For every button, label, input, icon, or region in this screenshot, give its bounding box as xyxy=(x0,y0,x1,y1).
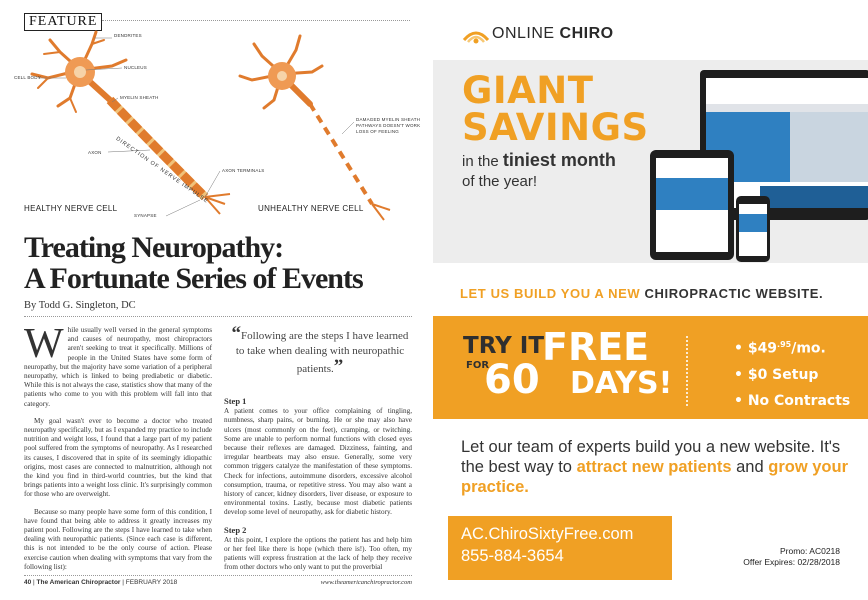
pull-quote-text: Following are the steps I have learned to take when dealing with neuropathic patients. xyxy=(235,330,409,375)
article-column-2 xyxy=(224,397,412,581)
issue-date: FEBRUARY 2018 xyxy=(125,579,178,586)
bullet-setup: • $0 Setup xyxy=(734,366,819,383)
giant-line-1: GIANT xyxy=(462,69,594,112)
giant-line-2: SAVINGS xyxy=(462,106,649,149)
headline-line-1: Treating Neuropathy: xyxy=(24,231,284,264)
paragraph-2: My goal wasn't ever to become a doctor who treated neuropathy specifically, but as I expanded my practice to include nutrition and weight loss, I found that a large part of my patient pool suffered from the symptoms of neuropathy. As I researched its causes, I discovered that in spite of its seemingly idiopathic origins, most cases are connected to malnutrition, although not the kind you find in third-world countries, but the kind that brings patients into a weight loss clinic. It's surprisingly common for those who are overweight. xyxy=(24,416,212,499)
promo-details xyxy=(700,546,840,568)
label-axon: AXON xyxy=(88,150,102,155)
bullet-contracts: • No Contracts xyxy=(734,392,851,409)
nucleus-shape xyxy=(74,66,86,78)
cta-phone-number[interactable]: 855-884-3654 xyxy=(461,547,564,565)
close-quote-icon: ” xyxy=(333,356,344,377)
expires-line: Offer Expires: 02/28/2018 xyxy=(743,557,840,567)
paragraph-3: Because so many people have some form of this condition, I have found that being able to address it greatly increases my patient pool. Following are the steps I have learned to take when dealing with neuropathic patients. (Since each case is different, this is not intended to be the only course of action. Please exercise caution when dealing with symptoms that vary from the following list): xyxy=(24,507,212,571)
build-website-heading xyxy=(460,286,823,301)
promo-line: Promo: AC0218 xyxy=(779,546,840,556)
footer-rule xyxy=(24,575,412,576)
header-rule xyxy=(102,20,410,21)
offer-days: DAYS! xyxy=(570,366,673,401)
step-2-heading: Step 2 xyxy=(224,524,247,535)
logo-text-bold: CHIRO xyxy=(559,25,614,42)
label-damaged-1: DAMAGED MYELIN SHEATH xyxy=(356,117,421,122)
giant-savings-heading xyxy=(462,69,649,149)
article-column-1 xyxy=(24,321,212,580)
neuron-figure xyxy=(0,22,415,227)
tagline-post: of the year! xyxy=(462,173,538,190)
label-cell-body: CELL BODY xyxy=(14,75,41,80)
label-nucleus: NUCLEUS xyxy=(124,65,147,70)
offer-try-it: TRY IT xyxy=(463,333,545,359)
letus-orange: LET US BUILD YOU A NEW xyxy=(460,286,645,301)
magazine-name: The American Chiropractor xyxy=(36,579,121,586)
page-number: 40 xyxy=(24,579,32,586)
label-damaged-2: PATHWAYS DOESN'T WORK xyxy=(356,123,421,128)
expires-date: 02/28/2018 xyxy=(797,557,840,567)
footer-separator: | xyxy=(33,579,37,586)
offer-sixty: 60 xyxy=(484,357,540,403)
highlight-attract: attract new patients xyxy=(576,458,732,476)
tagline-bold: tiniest month xyxy=(502,150,616,170)
offer-divider xyxy=(686,336,688,406)
label-synapse: SYNAPSE xyxy=(134,213,157,218)
highlight-grow: grow your practice. xyxy=(461,458,849,496)
page-footer xyxy=(24,579,177,586)
offer-bullets xyxy=(734,332,850,414)
promo-code: AC0218 xyxy=(809,546,840,556)
letus-dark: CHIROPRACTIC WEBSITE. xyxy=(644,286,824,301)
section-tag: FEATURE xyxy=(24,13,102,31)
offer-free: FREE xyxy=(542,325,650,369)
dropcap: W xyxy=(24,321,64,367)
label-axon-terminals: AXON TERMINALS xyxy=(222,168,265,173)
caption-unhealthy: UNHEALTHY NERVE CELL xyxy=(258,204,364,213)
magazine-url: www.theamericanchiropractor.com xyxy=(320,579,412,586)
devices-mockup-image xyxy=(640,66,868,266)
offer-for: FOR xyxy=(466,360,490,371)
online-chiro-logo-icon xyxy=(462,24,490,46)
open-quote-icon: “ xyxy=(231,323,242,344)
label-dendrites: DENDRITES xyxy=(114,33,142,38)
healthy-axon xyxy=(110,100,230,214)
cta-url-link[interactable]: AC.ChiroSixtyFree.com xyxy=(461,525,634,543)
step-1-text: A patient comes to your office complaining of tingling, numbness, sharp pains, or burning. He or she may also have ulcers (most commonly on the feet), cramping, or twitching. Some are unable to perform normal functions with closed eyes because their reflexes are damaged. Dizziness, fainting, and irregular heartbeats may also ensue. Generally, some very common triggers catalyze the manifestation of these symptoms. Check for infections, autoimmune disorders, excessive alcohol consumption, trauma, or repetitive stress. You may also want a history of cancer, kidney disorders, liver disease, or exposure to environmental toxins. Lastly, because most diabetic patients develop some level of neuropathy, ask for diabetic history. xyxy=(224,407,412,517)
bullet-price: • $\$49^{.95}/mo$. xyxy=(734,340,826,357)
caption-healthy: HEALTHY NERVE CELL xyxy=(24,204,118,213)
headline-line-2: A Fortunate Series of Events xyxy=(24,262,363,295)
article-headline xyxy=(24,232,414,294)
brand-logo xyxy=(492,25,614,43)
byline: By Todd G. Singleton, DC xyxy=(24,300,136,311)
pull-quote xyxy=(228,323,412,377)
footer-separator: | xyxy=(122,579,126,586)
tagline-pre: in the xyxy=(462,153,503,170)
step-1-heading: Step 1 xyxy=(224,396,247,406)
label-impulse: DIRECTION OF NERVE IMPULSE xyxy=(114,136,210,205)
logo-text-light: ONLINE xyxy=(492,25,560,42)
tiniest-month-tagline xyxy=(462,150,616,192)
step-2-text: At this point, I explore the options the patient has and help him or her feel like there is hope (which there is!). Too often, my patients will express frustration at the lack of help they receive from other doctors who only want to put the proverbial xyxy=(224,535,412,572)
pitch-text: Let our team of experts build you a new website. It's the best way to attract new patients and grow your practice. xyxy=(461,438,849,496)
label-damaged-3: LOSS OF FEELING xyxy=(356,129,400,134)
label-myelin-sheath: MYELIN SHEATH xyxy=(120,95,159,100)
byline-rule xyxy=(24,316,412,317)
paragraph-1: hile usually well versed in the general symptoms and causes of neuropathy, most chiropractors aren't seeking to treat it specifically. Millions of people in the United States have some form of neuropathy, but the majority have some variation of a peripheral neuropathy, which is linked to being prediabetic or diabetic. While this is not always the case, statistics show that many of the patients who come to you with this problem will fall into that category. xyxy=(24,326,212,408)
